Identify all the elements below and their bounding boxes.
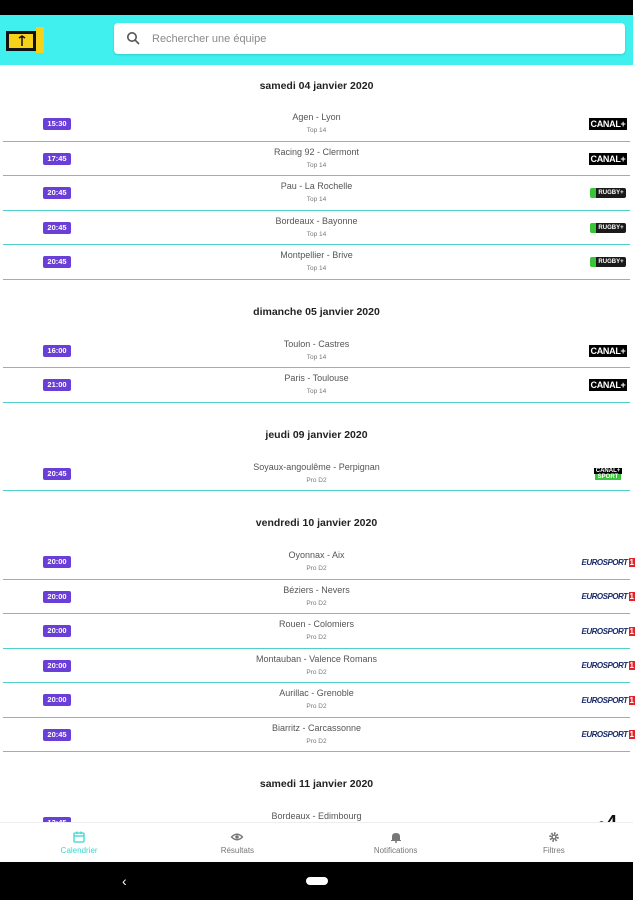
section-spacer	[0, 403, 633, 413]
eurosport-logo	[581, 622, 634, 640]
day-header: dimanche 05 janvier 2020	[253, 305, 380, 318]
channel-logo-text	[582, 558, 635, 567]
nav-label: Filtres	[542, 845, 565, 855]
section-spacer	[0, 280, 633, 290]
channel-logo-name: EUROSPORT	[581, 661, 628, 670]
bottom-navigation	[0, 822, 633, 862]
match-competition: Pro D2	[306, 565, 327, 572]
system-navigation-bar	[0, 862, 633, 900]
channel-logo-badge: 1	[629, 557, 634, 567]
channel-logo-text	[582, 696, 635, 705]
channel-logo-text: CANAL+	[590, 380, 626, 390]
canal-plus-logo	[590, 150, 626, 168]
app-logo-icon	[6, 27, 44, 53]
channel-logo-name: EUROSPORT	[581, 730, 628, 739]
match-teams: Rouen - Colomiers	[278, 619, 355, 629]
home-button[interactable]	[306, 877, 328, 885]
match-row[interactable]	[3, 176, 630, 211]
channel-logo-text: CANAL+	[590, 153, 626, 164]
match-teams: Pau - La Rochelle	[280, 181, 353, 191]
kickoff-time-badge: 20:45	[43, 468, 71, 480]
section-spacer	[0, 491, 633, 501]
channel-logo-name: EUROSPORT	[581, 557, 628, 567]
rugby-plus-logo	[590, 184, 626, 202]
match-teams: Montpellier - Brive	[280, 250, 353, 260]
channel-logo-name: EUROSPORT	[581, 626, 628, 636]
match-competition: Top 14	[306, 265, 327, 272]
canal-plus-logo	[590, 115, 626, 133]
match-row[interactable]	[3, 649, 634, 684]
match-row[interactable]	[3, 142, 630, 177]
match-row[interactable]	[3, 580, 634, 615]
rugby-plus-logo	[590, 253, 626, 271]
day-header: samedi 11 janvier 2020	[259, 778, 374, 790]
channel-logo-text	[582, 592, 635, 601]
channel-logo-badge: 1	[629, 730, 634, 739]
day-header: vendredi 10 janvier 2020	[255, 517, 378, 529]
match-row[interactable]	[3, 457, 630, 492]
eye-icon	[231, 831, 243, 843]
eurosport-logo	[581, 553, 634, 571]
eurosport-logo	[581, 691, 634, 709]
match-row[interactable]	[3, 107, 630, 142]
nav-item-calendrier[interactable]	[0, 823, 158, 862]
kickoff-time-badge: 15:30	[43, 118, 71, 130]
match-teams: Agen - Lyon	[292, 112, 341, 122]
nav-item-resultats[interactable]	[158, 823, 316, 862]
match-competition: Top 14	[306, 196, 327, 203]
gear-icon	[548, 831, 560, 843]
match-competition: Pro D2	[306, 476, 327, 484]
match-competition: Top 14	[306, 230, 327, 238]
back-icon[interactable]: ‹	[122, 873, 127, 889]
match-teams: Toulon - Castres	[283, 338, 350, 349]
match-row[interactable]	[3, 718, 634, 753]
kickoff-time-badge: 20:45	[43, 222, 71, 234]
match-teams: Montauban - Valence Romans	[256, 653, 377, 664]
match-row[interactable]	[3, 245, 630, 280]
nav-item-filtres[interactable]	[475, 823, 633, 862]
match-competition: Pro D2	[306, 599, 327, 607]
search-bar[interactable]	[114, 23, 625, 54]
nav-item-notifications[interactable]	[317, 823, 475, 862]
channel-logo-badge: 1	[629, 661, 634, 670]
section-spacer	[0, 752, 633, 762]
match-row[interactable]	[3, 368, 630, 403]
channel-logo-text: RUGBY+	[590, 223, 625, 233]
channel-logo-text: RUGBY+	[590, 257, 625, 267]
day-header: jeudi 09 janvier 2020	[265, 428, 368, 441]
channel-logo-name: EUROSPORT	[581, 695, 628, 705]
bell-icon	[390, 831, 402, 843]
channel-logo-badge: 1	[629, 695, 634, 705]
match-competition: Pro D2	[306, 737, 327, 745]
channel-logo-text: SPORT	[595, 474, 622, 480]
match-row[interactable]	[3, 683, 634, 718]
kickoff-time-badge: 20:00	[43, 591, 71, 603]
nav-label: Calendrier	[60, 845, 98, 855]
channel-logo-name: EUROSPORT	[581, 592, 628, 601]
eurosport-logo	[581, 588, 634, 606]
match-teams: Racing 92 - Clermont	[273, 146, 360, 157]
eurosport-logo	[581, 726, 634, 744]
kickoff-time-badge: 20:45	[43, 729, 71, 741]
nav-label: Résultats	[220, 845, 255, 855]
kickoff-time-badge: 16:00	[43, 345, 71, 357]
kickoff-time-badge: 20:00	[43, 625, 71, 637]
match-teams: Oyonnax - Aix	[288, 550, 345, 560]
channel-logo-badge: 1	[629, 592, 634, 601]
kickoff-time-badge: 17:45	[43, 153, 71, 165]
match-list[interactable]	[0, 65, 633, 822]
match-teams: Bordeaux - Bayonne	[275, 215, 358, 226]
channel-logo-text: CANAL+	[595, 467, 621, 474]
calendar-icon	[73, 831, 85, 843]
top-app-bar	[0, 15, 633, 65]
status-bar	[0, 0, 633, 15]
kickoff-time-badge: 21:00	[43, 379, 71, 391]
match-competition: Pro D2	[306, 668, 327, 676]
search-input[interactable]	[152, 23, 612, 54]
match-teams: Paris - Toulouse	[284, 373, 349, 383]
match-competition: Top 14	[306, 127, 327, 134]
match-competition: Pro D2	[306, 703, 327, 710]
match-teams: Soyaux-angoulême - Perpignan	[253, 461, 380, 472]
canal-sport-logo	[590, 465, 626, 483]
canal-plus-logo	[590, 376, 626, 394]
match-row[interactable]	[3, 545, 634, 580]
match-row[interactable]	[3, 614, 634, 649]
channel-logo-text	[582, 627, 635, 636]
channel-logo-stack	[594, 468, 623, 480]
match-teams: Aurillac - Grenoble	[279, 688, 354, 698]
kickoff-time-badge: 20:45	[43, 256, 71, 268]
channel-logo-text: RUGBY+	[590, 188, 625, 198]
match-teams: Biarritz - Carcassonne	[271, 722, 362, 733]
channel-logo-text: CANAL+	[590, 345, 626, 356]
kickoff-time-badge: 20:00	[43, 694, 71, 706]
channel-logo-text	[582, 730, 635, 739]
search-icon	[126, 31, 140, 45]
rugby-plus-logo	[590, 219, 626, 237]
nav-label: Notifications	[373, 845, 418, 855]
kickoff-time-badge: 20:45	[43, 187, 71, 199]
match-teams: Bordeaux - Edimbourg	[271, 811, 362, 821]
channel-logo-text	[582, 661, 635, 670]
match-competition: Top 14	[306, 161, 327, 169]
canal-plus-logo	[590, 342, 626, 360]
channel-logo-badge: 1	[629, 626, 634, 636]
eurosport-logo	[581, 657, 634, 675]
match-competition: Top 14	[306, 388, 327, 395]
match-teams: Béziers - Nevers	[283, 584, 350, 595]
match-row[interactable]	[3, 211, 630, 246]
day-header: samedi 04 janvier 2020	[259, 80, 374, 92]
match-competition: Pro D2	[306, 634, 327, 641]
match-competition: Top 14	[306, 353, 327, 361]
match-row[interactable]	[3, 334, 630, 369]
kickoff-time-badge: 20:00	[43, 660, 71, 672]
kickoff-time-badge: 20:00	[43, 556, 71, 568]
channel-logo-text: CANAL+	[590, 119, 626, 129]
